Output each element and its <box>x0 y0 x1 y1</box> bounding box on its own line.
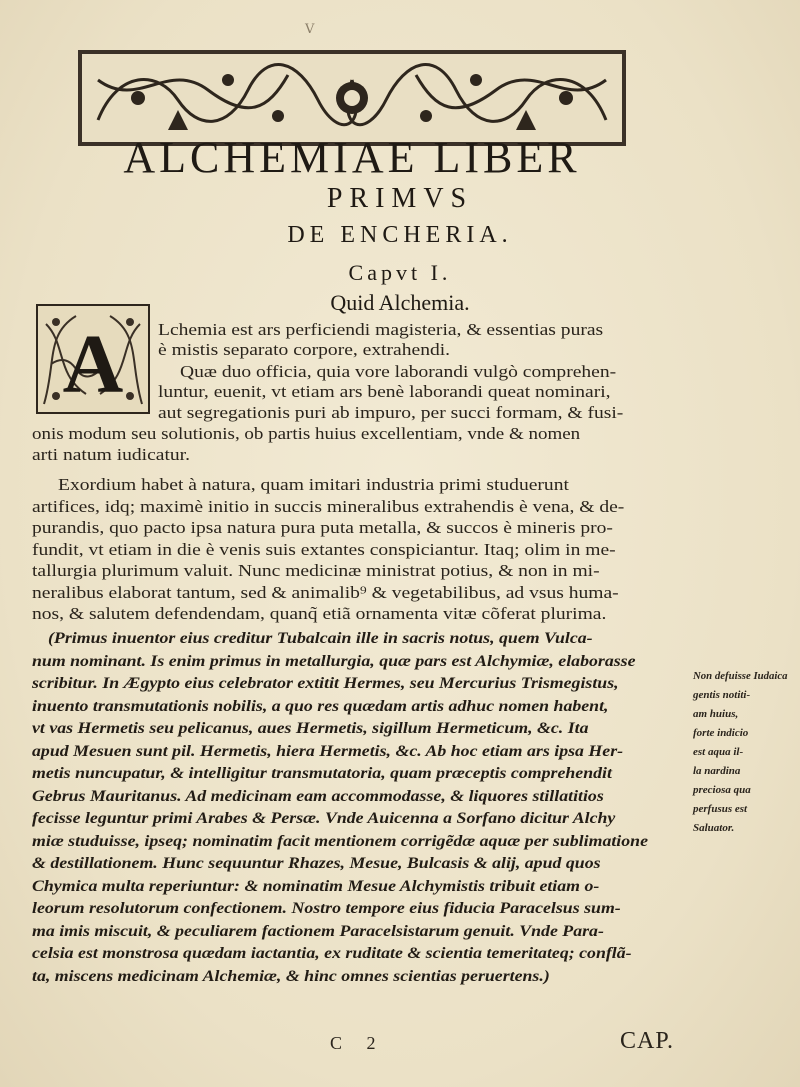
body-line: luntur, euenit, vt etiam ars benè laborandi queat nominari, <box>158 382 611 401</box>
body-line: tallurgia plurimum valuit. Nunc medicinæ ministrat potius, & non in mi- <box>32 561 600 580</box>
body-line: è mistis separato corpore, extrahendi. <box>158 340 451 359</box>
body-line: neralibus elaborat tantum, sed & animalib⁹ & vegetabilibus, ad vsus huma- <box>32 583 619 602</box>
folio-mark: V <box>305 22 317 37</box>
margin-note-line: forte indicio <box>693 727 749 739</box>
italic-line: fecisse leguntur primi Arabes & Persæ. Vnde Auicenna a Sorfano dicitur Alchy <box>32 810 616 827</box>
body-line: artifices, idq; maximè initio in succis mineralibus extrahendis è vena, & de- <box>32 497 625 516</box>
italic-line: miæ studuisse, ipseq; nominatim facit mentionem corrigẽdæ aquæ per sublimatione <box>32 832 649 850</box>
italic-line: (Primus inuentor eius creditur Tubalcain ille in sacris notus, quem Vulca- <box>48 630 593 647</box>
margin-note-line: am huius, <box>693 708 739 720</box>
italic-line: leorum resolutorum confectionem. Nostro tempore eius fiducia Paracelsus sum- <box>32 900 621 917</box>
catchword: CAP. <box>620 1028 675 1054</box>
section-title: DE ENCHERIA. <box>287 222 513 248</box>
italic-line: Gebrus Mauritanus. Ad medicinam eam accommodasse, & liquores stillatitios <box>32 787 604 805</box>
margin-note-line: gentis notiti- <box>693 689 751 701</box>
body-line: Quæ duo officia, quia vore laborandi vulgò comprehen- <box>180 362 617 381</box>
book-title: ALCHEMIAE LIBER <box>123 133 581 182</box>
italic-line: apud Mesuen sunt pil. Hermetis, hiera Hermetis, &c. Ab hoc etiam ars ipsa Her- <box>32 742 624 760</box>
italic-line: Chymica multa reperiuntur: & nominatim Mesue Alchymistis tribuit etiam o- <box>32 877 600 895</box>
margin-note-line: preciosa qua <box>693 784 751 796</box>
body-line: fundit, vt etiam in die è venis suis extantes conspiciantur. Itaq; olim in me- <box>32 540 616 559</box>
italic-line: ta, miscens medicinam Alchemiæ, & hinc omnes scientias peruertens.) <box>32 967 550 985</box>
italic-line: scribitur. In Ægypto eius celebrator extitit Hermes, seu Mercurius Trismegistus, <box>32 675 619 692</box>
body-line: Exordium habet à natura, quam imitari industria primi studuerunt <box>58 475 569 494</box>
margin-note-line: Non defuisse Iudaica <box>693 670 788 682</box>
drop-cap-letter: A <box>62 318 124 411</box>
chapter-title: Quid Alchemia. <box>330 290 470 315</box>
body-line: nos, & salutem defendendam, quanq̃ etiã ornamenta vitæ cõferat plurima. <box>32 604 607 623</box>
margin-note-line: Saluator. <box>693 822 735 834</box>
italic-line: metis nuncupatur, & intelligitur transmutatoria, quam præceptis comprehendit <box>32 765 612 782</box>
italic-line: & destillationem. Hunc sequuntur Rhazes, Mesue, Bulcasis & alij, apud quos <box>32 855 601 872</box>
drop-cap-ornament-icon <box>36 304 150 414</box>
margin-note-line: perfusus est <box>693 803 748 815</box>
signature-mark: C 2 <box>330 1033 386 1053</box>
body-line: Lchemia est ars perficiendi magisteria, & essentias puras <box>158 320 604 339</box>
margin-note-line: est aqua il- <box>693 746 744 758</box>
margin-note-line: la nardina <box>693 765 741 777</box>
body-line: purandis, quo pacto ipsa natura pura puta metalla, & succos è mineris pro- <box>32 518 613 537</box>
book-subtitle: PRIMVS <box>326 183 474 214</box>
italic-line: num nominant. Is enim primus in metallurgia, quæ pars est Alchymiæ, elaborasse <box>32 652 636 670</box>
italic-line: celsia est monstrosa quædam iactantia, ex ruditate & scientia temeritateq; conflã- <box>32 945 632 962</box>
body-line: arti natum iudicatur. <box>32 445 190 464</box>
body-line: onis modum seu solutionis, ob partis huius excellentiam, vnde & nomen <box>32 424 581 443</box>
chapter-heading: Capvt I. <box>348 260 452 285</box>
italic-line: ma imis miscuit, & peculiarem factionem Paracelsistarum genuit. Vnde Para- <box>32 922 604 940</box>
italic-line: inuento transmutationis nobilis, a quo res quædam artis adhuc nomen habent, <box>32 697 609 715</box>
italic-line: vt vas Hermetis seu pelicanus, aues Hermetis, sigillum Hermeticum, &c. Ita <box>32 720 589 737</box>
body-line: aut segregationis puri ab impuro, per succi formam, & fusi- <box>158 403 624 422</box>
